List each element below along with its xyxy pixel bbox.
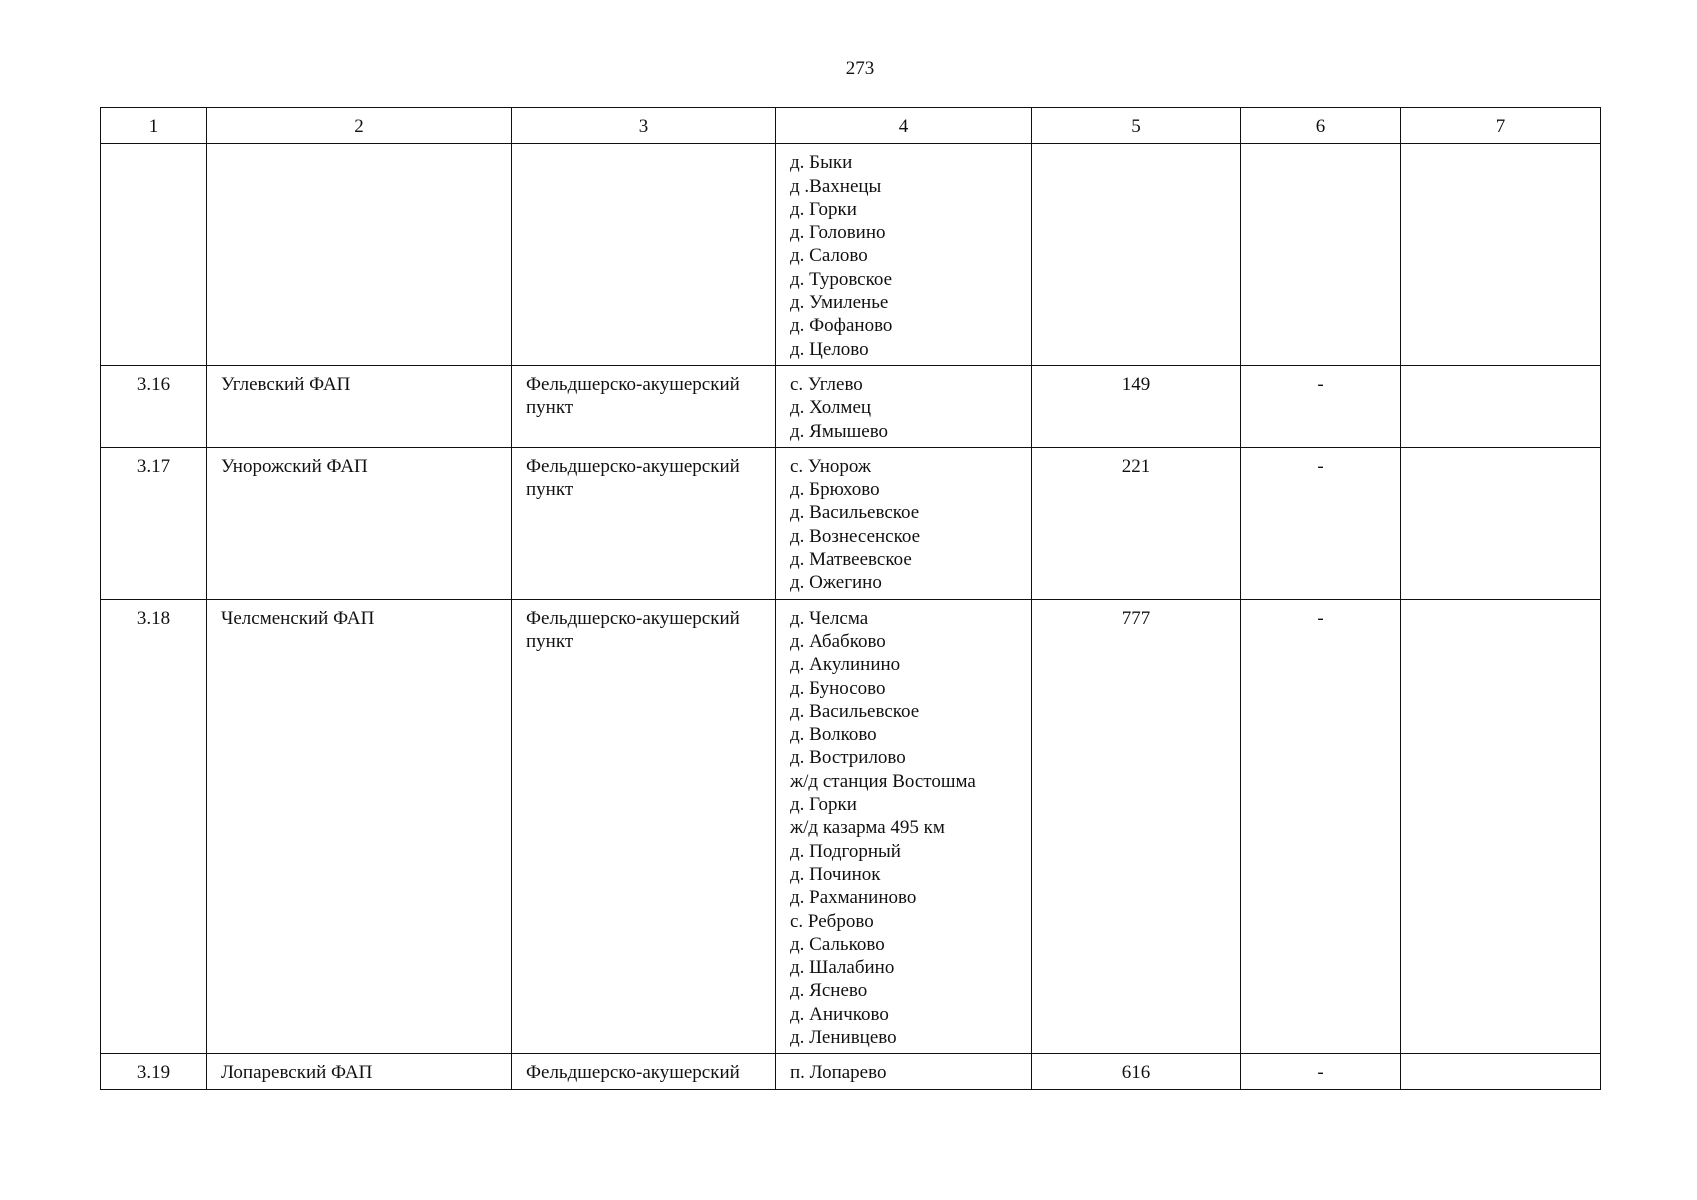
table-row — [101, 447, 1601, 599]
settlement-name: д. Подгорный — [790, 840, 901, 862]
settlement-name: с. Углево — [790, 373, 863, 395]
settlement-name: с. Реброво — [790, 910, 874, 932]
settlement-name: д. Васильевское — [790, 700, 920, 722]
settlement-name: д. Горки — [790, 198, 857, 220]
facilities-table — [100, 107, 1601, 1090]
population-count-cell: 149 — [1032, 365, 1241, 447]
settlement-name: д. Васильевское — [790, 502, 920, 524]
settlement-name: д. Холмец — [790, 397, 872, 419]
settlement-name: д. Яснево — [790, 980, 868, 1002]
column-6-cell: - — [1241, 599, 1401, 1054]
table-row — [101, 1054, 1601, 1089]
settlements-cell — [776, 365, 1032, 447]
row-number-cell: 3.16 — [101, 365, 207, 447]
facility-type-cell — [512, 144, 776, 366]
facility-type-cell: Фельдшерско-акушерский пункт — [512, 365, 776, 447]
facility-name-cell: Унорожский ФАП — [207, 447, 512, 599]
header-cell: 1 — [101, 108, 207, 144]
settlements-cell — [776, 1054, 1032, 1089]
settlement-name: д. Туровское — [790, 268, 893, 290]
settlement-name: д. Акулинино — [790, 654, 901, 676]
column-7-cell — [1401, 599, 1601, 1054]
header-cell: 5 — [1032, 108, 1241, 144]
settlement-name: д. Головино — [790, 222, 886, 244]
settlement-name: д. Брюхово — [790, 479, 880, 501]
settlement-name: д. Абабково — [790, 630, 886, 652]
settlement-name: д. Ямышево — [790, 420, 889, 442]
settlement-name: д .Вахнецы — [790, 175, 882, 197]
table-row — [101, 144, 1601, 366]
settlement-name: д. Матвеевское — [790, 549, 912, 571]
settlement-name: ж/д станция Востошма — [790, 770, 976, 792]
column-6-cell: - — [1241, 1054, 1401, 1089]
settlement-name: д. Фофаново — [790, 315, 893, 337]
population-count-cell: 616 — [1032, 1054, 1241, 1089]
table-row — [101, 599, 1601, 1054]
settlement-name: д. Челсма — [790, 607, 869, 629]
row-number-cell — [101, 144, 207, 366]
facility-name-cell: Углевский ФАП — [207, 365, 512, 447]
table-header-row — [101, 108, 1601, 144]
settlement-name: д. Ожегино — [790, 572, 882, 594]
header-cell: 4 — [776, 108, 1032, 144]
table-row — [101, 365, 1601, 447]
column-6-cell: - — [1241, 365, 1401, 447]
header-cell: 2 — [207, 108, 512, 144]
settlement-name: д. Буносово — [790, 677, 886, 699]
row-number-cell: 3.18 — [101, 599, 207, 1054]
settlement-name: д. Быки — [790, 152, 853, 174]
settlement-name: д. Рахманиново — [790, 887, 917, 909]
facility-name-cell: Челсменский ФАП — [207, 599, 512, 1054]
settlement-name: д. Вострилово — [790, 747, 906, 769]
settlements-cell — [776, 447, 1032, 599]
settlement-name: ж/д казарма 495 км — [790, 817, 945, 839]
population-count-cell — [1032, 144, 1241, 366]
population-count-cell: 221 — [1032, 447, 1241, 599]
settlements-cell — [776, 144, 1032, 366]
column-7-cell — [1401, 144, 1601, 366]
column-7-cell — [1401, 365, 1601, 447]
settlement-name: д. Салово — [790, 245, 868, 267]
settlement-name: д. Горки — [790, 794, 857, 816]
header-cell: 7 — [1401, 108, 1601, 144]
settlement-name: д. Ленивцево — [790, 1026, 897, 1048]
facility-name-cell: Лопаревский ФАП — [207, 1054, 512, 1089]
row-number-cell: 3.19 — [101, 1054, 207, 1089]
row-number-cell: 3.17 — [101, 447, 207, 599]
settlement-name: д. Вознесенское — [790, 525, 921, 547]
header-cell: 6 — [1241, 108, 1401, 144]
column-7-cell — [1401, 1054, 1601, 1089]
column-6-cell — [1241, 144, 1401, 366]
settlement-name: д. Сальково — [790, 933, 885, 955]
column-7-cell — [1401, 447, 1601, 599]
facility-type-cell: Фельдшерско-акушерский пункт — [512, 599, 776, 1054]
settlement-name: п. Лопарево — [790, 1062, 887, 1084]
header-cell: 3 — [512, 108, 776, 144]
settlement-name: д. Целово — [790, 338, 869, 360]
column-6-cell: - — [1241, 447, 1401, 599]
settlements-cell — [776, 599, 1032, 1054]
population-count-cell: 777 — [1032, 599, 1241, 1054]
settlement-name: д. Волково — [790, 724, 877, 746]
facility-type-cell: Фельдшерско-акушерский пункт — [512, 447, 776, 599]
settlement-name: д. Починок — [790, 863, 881, 885]
page-number: 273 — [845, 58, 875, 79]
settlement-name: с. Унорож — [790, 455, 872, 477]
facility-type-cell: Фельдшерско-акушерский — [512, 1054, 776, 1089]
facility-name-cell — [207, 144, 512, 366]
settlement-name: д. Шалабино — [790, 957, 895, 979]
settlement-name: д. Аничково — [790, 1003, 889, 1025]
settlement-name: д. Умиленье — [790, 292, 889, 314]
